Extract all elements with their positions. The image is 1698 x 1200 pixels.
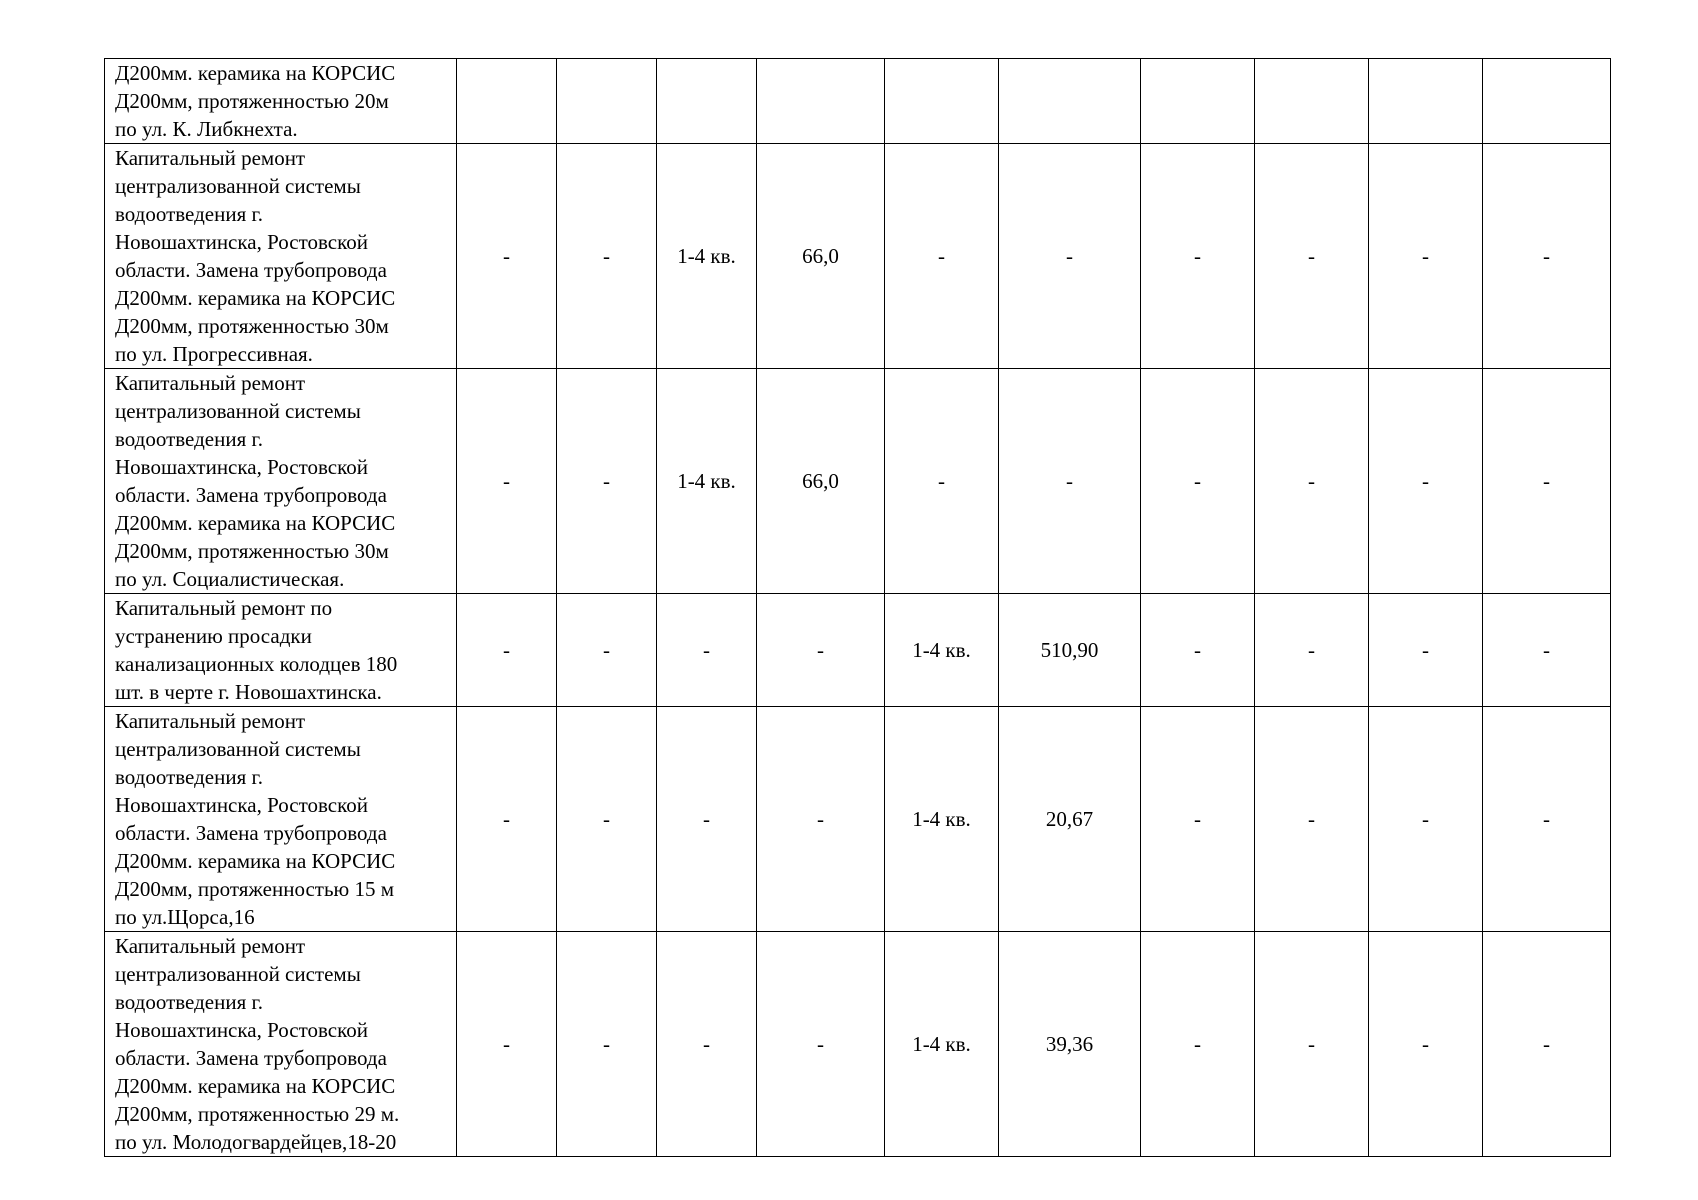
table-cell: - <box>1141 707 1255 932</box>
table-cell: - <box>757 594 885 707</box>
works-schedule-table <box>104 58 1611 1157</box>
table-cell <box>1141 59 1255 144</box>
table-cell <box>999 59 1141 144</box>
table-cell: - <box>557 594 657 707</box>
table-cell: - <box>999 144 1141 369</box>
table-body <box>105 59 1611 1157</box>
table-cell: - <box>885 369 999 594</box>
table-cell <box>1255 59 1369 144</box>
work-description-cell: Капитальный ремонт централизованной системы водоотведения г. Новошахтинска, Ростовской области. Замена трубопровода Д200мм. керамика на КОРСИС Д200мм, протяженностью 30м по ул. Прогрессивная. <box>105 144 457 369</box>
table-cell: 1-4 кв. <box>885 932 999 1157</box>
table-cell: - <box>1255 594 1369 707</box>
table-cell: - <box>557 932 657 1157</box>
table-row <box>105 144 1611 369</box>
table-cell: - <box>1483 932 1611 1157</box>
table-cell: - <box>457 594 557 707</box>
work-description-cell: Капитальный ремонт по устранению просадки канализационных колодцев 180 шт. в черте г. Новошахтинска. <box>105 594 457 707</box>
table-cell: - <box>1369 144 1483 369</box>
table-row <box>105 369 1611 594</box>
table-cell: - <box>1255 369 1369 594</box>
table-row <box>105 707 1611 932</box>
table-cell <box>1483 59 1611 144</box>
table-cell: - <box>457 707 557 932</box>
table-row <box>105 932 1611 1157</box>
table-cell: - <box>757 707 885 932</box>
table-cell: - <box>999 369 1141 594</box>
table-cell: - <box>1483 144 1611 369</box>
table-cell <box>757 59 885 144</box>
table-row <box>105 594 1611 707</box>
table-cell: - <box>1483 707 1611 932</box>
table-cell <box>657 59 757 144</box>
table-cell: - <box>885 144 999 369</box>
table-cell: - <box>1255 144 1369 369</box>
table-cell: - <box>657 932 757 1157</box>
table-cell: - <box>457 369 557 594</box>
table-cell: - <box>1369 369 1483 594</box>
table-row <box>105 59 1611 144</box>
work-description-cell: Капитальный ремонт централизованной системы водоотведения г. Новошахтинска, Ростовской области. Замена трубопровода Д200мм. керамика на КОРСИС Д200мм, протяженностью 29 м. по ул. Молодогвардейцев,18-20 <box>105 932 457 1157</box>
table-cell <box>557 59 657 144</box>
table-cell: 1-4 кв. <box>657 369 757 594</box>
table-cell <box>885 59 999 144</box>
table-cell: - <box>557 707 657 932</box>
table-cell: 66,0 <box>757 369 885 594</box>
table-cell: - <box>1141 932 1255 1157</box>
table-cell: - <box>1255 932 1369 1157</box>
table-cell: 20,67 <box>999 707 1141 932</box>
table-cell: 1-4 кв. <box>885 594 999 707</box>
table-cell: 39,36 <box>999 932 1141 1157</box>
table-cell: 66,0 <box>757 144 885 369</box>
table-cell: - <box>757 932 885 1157</box>
work-description-cell: Капитальный ремонт централизованной системы водоотведения г. Новошахтинска, Ростовской области. Замена трубопровода Д200мм. керамика на КОРСИС Д200мм, протяженностью 15 м по ул.Щорса,16 <box>105 707 457 932</box>
table-cell: - <box>457 932 557 1157</box>
table-cell: 1-4 кв. <box>885 707 999 932</box>
table-cell: - <box>1141 594 1255 707</box>
table-cell: - <box>557 144 657 369</box>
table-cell: - <box>457 144 557 369</box>
work-description-cell: Д200мм. керамика на КОРСИС Д200мм, протяженностью 20м по ул. К. Либкнехта. <box>105 59 457 144</box>
work-description-cell: Капитальный ремонт централизованной системы водоотведения г. Новошахтинска, Ростовской области. Замена трубопровода Д200мм. керамика на КОРСИС Д200мм, протяженностью 30м по ул. Социалистическая. <box>105 369 457 594</box>
table-cell: - <box>657 594 757 707</box>
table-cell: - <box>1369 707 1483 932</box>
table-cell: - <box>1369 594 1483 707</box>
table-cell: - <box>1369 932 1483 1157</box>
table-cell: - <box>657 707 757 932</box>
table-cell: - <box>1255 707 1369 932</box>
table-cell: - <box>557 369 657 594</box>
table-cell <box>1369 59 1483 144</box>
table-cell: - <box>1141 369 1255 594</box>
table-cell: 1-4 кв. <box>657 144 757 369</box>
table-cell: 510,90 <box>999 594 1141 707</box>
table-cell: - <box>1141 144 1255 369</box>
table-cell <box>457 59 557 144</box>
table-cell: - <box>1483 594 1611 707</box>
table-cell: - <box>1483 369 1611 594</box>
